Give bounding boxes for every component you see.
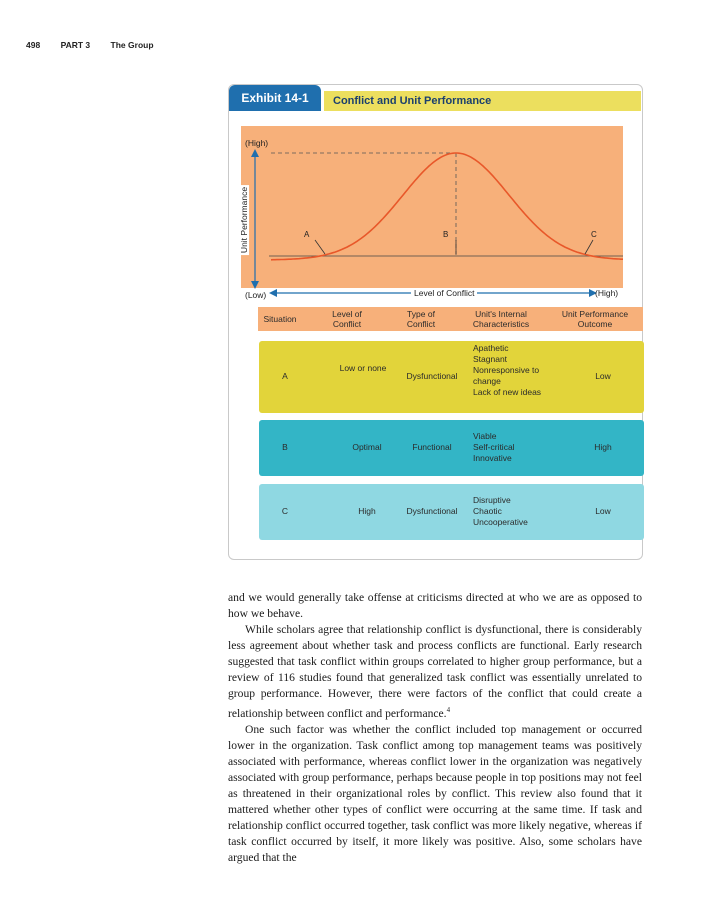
row-c-situation: C [281, 506, 289, 516]
header-type: Type of Conflict [406, 309, 436, 329]
row-b-type: Functional [412, 442, 452, 452]
row-b-outcome: High [594, 442, 612, 452]
row-c-type: Dysfunctional [406, 506, 458, 516]
row-a-type: Dysfunctional [406, 371, 458, 381]
characteristic: Disruptive [473, 495, 511, 505]
y-axis-title: Unit Performance [239, 186, 250, 254]
point-c-label: C [591, 230, 597, 239]
running-header [26, 40, 172, 50]
footnote-ref: 4 [446, 706, 451, 714]
body-text [228, 590, 642, 866]
exhibit-label: Exhibit 14-1 [229, 85, 321, 111]
paragraph-3: One such factor was whether the conflict included top management or occurred lower in the organization. Task conflict among top management teams was positively associated with performance, whereas conflict lower in the organization was negatively associated with group performance, perhaps because people in top positions may not feel as threatened in their organizational roles by conflict. This review also found that it mattered whether other types of conflict were occurring at the same time. If task and relationship conflict occurred together, task conflict was more likely negative, whereas if task conflict occurred by itself, it more likely was positive. Also, some scholars have argued that the [228, 722, 642, 864]
exhibit-title: Conflict and Unit Performance [324, 91, 641, 111]
page-number: 498 [26, 40, 41, 50]
header-outcome: Unit Performance Outcome [561, 309, 629, 329]
row-c-characteristics [473, 495, 553, 528]
exhibit-box [228, 84, 643, 560]
row-a-outcome: Low [595, 371, 611, 381]
characteristic: Self-critical [473, 442, 515, 452]
row-a-level: Low or none [339, 363, 387, 373]
row-c-level: High [358, 506, 376, 516]
paragraph-2 [228, 622, 642, 722]
paragraph-1: and we would generally take offense at criticisms directed at who we are as opposed to how we behave. [228, 591, 642, 620]
header-situation: Situation [263, 314, 297, 324]
characteristic: Stagnant [473, 354, 508, 364]
section-label: The Group [110, 40, 154, 50]
characteristic: Apathetic [473, 343, 509, 353]
point-a-label: A [304, 230, 310, 239]
y-axis-arrow [249, 149, 261, 289]
characteristic: Nonresponsive to change [473, 365, 540, 386]
characteristic: Lack of new ideas [473, 387, 542, 397]
row-b-level: Optimal [352, 442, 382, 452]
characteristic: Viable [473, 431, 497, 441]
row-c-outcome: Low [595, 506, 611, 516]
characteristic: Innovative [473, 453, 512, 463]
table-row-b [259, 420, 644, 476]
header-level: Level of Conflict [332, 309, 362, 329]
row-b-situation: B [282, 442, 288, 452]
row-b-characteristics [473, 431, 553, 464]
header-characteristics: Unit's Internal Characteristics [472, 309, 530, 329]
point-b-label: B [443, 230, 449, 239]
row-a-characteristics [473, 343, 553, 398]
performance-curve [271, 153, 623, 260]
x-axis-title: Level of Conflict [411, 288, 477, 298]
y-low-label: (Low) [245, 290, 267, 300]
characteristic: Uncooperative [473, 517, 528, 527]
arrow-c [585, 240, 593, 254]
table-row-c [259, 484, 644, 540]
paragraph-2-text: While scholars agree that relationship conflict is dysfunctional, there is considerably less agreement about whether task and process conflicts are functional. Early research suggested that task conflict within groups correlated to higher group performance, but a review of 116 studies found that generalized task conflict was essentially unrelated to group performance. However, there were factors of the conflict that could create a relationship between conflict and performance. [228, 623, 642, 720]
y-high-label: (High) [245, 138, 269, 148]
x-high-label: (High) [595, 288, 619, 298]
row-a-situation: A [282, 371, 288, 381]
characteristic: Chaotic [473, 506, 502, 516]
table-row-a [259, 341, 644, 413]
part-label: PART 3 [60, 40, 91, 50]
chart-area [241, 126, 623, 288]
arrow-a [315, 240, 325, 254]
performance-curve-chart [241, 126, 623, 288]
table-header [258, 307, 643, 331]
